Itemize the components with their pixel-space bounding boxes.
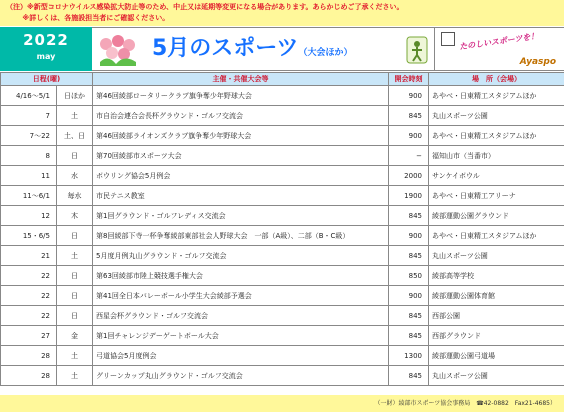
table-row	[1, 306, 564, 326]
table-row	[1, 146, 564, 166]
col-header-place: 場 所（会場）	[429, 73, 564, 86]
cell-event: 市自治会連合会長杯グラウンド・ゴルフ交流会	[93, 106, 389, 126]
cell-time: 845	[389, 366, 429, 386]
cell-time: 1900	[389, 186, 429, 206]
cell-time: 1300	[389, 346, 429, 366]
cell-event: 弓道協会5月度例会	[93, 346, 389, 366]
cell-time: 900	[389, 226, 429, 246]
table-row	[1, 106, 564, 126]
table-row	[1, 206, 564, 226]
cell-day: 日ほか	[57, 86, 93, 106]
table-row	[1, 226, 564, 246]
table-row	[1, 166, 564, 186]
cell-day: 毎水	[57, 186, 93, 206]
page-title	[152, 34, 352, 68]
footer-contact: （一財）綾部市スポーツ協会事務局 ☎42-0882 Fax21-4685）	[374, 400, 556, 407]
cell-time: 900	[389, 286, 429, 306]
footer	[0, 395, 564, 412]
cell-time: 845	[389, 206, 429, 226]
cell-day: 日	[57, 226, 93, 246]
cell-event: 第46回綾部ライオンズクラブ旗争奪少年野球大会	[93, 126, 389, 146]
cell-place: 丸山スポーツ公園	[429, 246, 564, 266]
cell-place: 綾部高等学校	[429, 266, 564, 286]
header	[0, 27, 564, 71]
brand-logo-icon	[441, 32, 455, 46]
cell-day: 土	[57, 366, 93, 386]
col-header-time: 開会時刻	[389, 73, 429, 86]
brand-box	[434, 27, 564, 71]
cell-event: 第1回グラウンド・ゴルフレディス交流会	[93, 206, 389, 226]
cell-event: グリーンカップ丸山グラウンド・ゴルフ交流会	[93, 366, 389, 386]
athlete-figure-icon	[406, 36, 428, 64]
cell-place: 綾部運動公園体育館	[429, 286, 564, 306]
cell-time: 845	[389, 326, 429, 346]
brand-name: Ayaspo	[519, 57, 556, 67]
cell-date: 27	[1, 326, 57, 346]
cell-time: 845	[389, 106, 429, 126]
cell-day: 水	[57, 166, 93, 186]
flowers-illustration-icon	[96, 32, 140, 68]
cell-event: 第63回綾部市陸上競技選手権大会	[93, 266, 389, 286]
year-text: 2022	[23, 31, 69, 49]
cell-date: 4/16〜5/1	[1, 86, 57, 106]
cell-place: 綾部運動公園弓道場	[429, 346, 564, 366]
table-row	[1, 86, 564, 106]
cell-date: 22	[1, 306, 57, 326]
cell-event: ボウリング協会5月例会	[93, 166, 389, 186]
cell-event: 西星会杯グラウンド・ゴルフ交流会	[93, 306, 389, 326]
table-row	[1, 186, 564, 206]
cell-day: 日	[57, 146, 93, 166]
cell-day: 日	[57, 306, 93, 326]
year-badge	[0, 27, 92, 71]
cell-place: あやべ・日東精工スタジアムほか	[429, 86, 564, 106]
cell-event: 5月度月例丸山グラウンド・ゴルフ交流会	[93, 246, 389, 266]
cell-date: 12	[1, 206, 57, 226]
notice-banner	[0, 0, 564, 26]
cell-place: あやべ・日東精工スタジアムほか	[429, 226, 564, 246]
cell-place: 丸山スポーツ公園	[429, 106, 564, 126]
cell-day: 金	[57, 326, 93, 346]
cell-date: 8	[1, 146, 57, 166]
cell-day: 木	[57, 206, 93, 226]
brand-slogan: たのしいスポーツを！	[458, 31, 539, 52]
cell-day: 土	[57, 246, 93, 266]
notice-line-2: ※詳しくは、各施設担当者にご確認ください。	[6, 14, 170, 22]
cell-date: 22	[1, 266, 57, 286]
cell-place: あやべ・日東精工スタジアムほか	[429, 126, 564, 146]
cell-place: サンケイボウル	[429, 166, 564, 186]
cell-time: 900	[389, 126, 429, 146]
cell-time: −	[389, 146, 429, 166]
table-header-row	[1, 73, 564, 86]
title-main: 5月のスポーツ	[152, 36, 299, 61]
table-row	[1, 126, 564, 146]
cell-date: 11	[1, 166, 57, 186]
cell-day: 土、日	[57, 126, 93, 146]
cell-event: 第1回チャレンジデーゲートボール大会	[93, 326, 389, 346]
cell-event: 第70回綾部市スポーツ大会	[93, 146, 389, 166]
col-header-event: 主催・共催大会等	[93, 73, 389, 86]
cell-date: 21	[1, 246, 57, 266]
cell-date: 7〜22	[1, 126, 57, 146]
cell-date: 28	[1, 366, 57, 386]
cell-date: 15・6/5	[1, 226, 57, 246]
title-sub: （大会ほか）	[298, 48, 353, 58]
cell-event: 市民テニス教室	[93, 186, 389, 206]
cell-time: 900	[389, 86, 429, 106]
cell-place: 西部公園	[429, 306, 564, 326]
cell-place: あやべ・日東精工アリーナ	[429, 186, 564, 206]
month-text: may	[36, 52, 56, 61]
cell-place: 綾部運動公園グラウンド	[429, 206, 564, 226]
table-row	[1, 266, 564, 286]
table-row	[1, 326, 564, 346]
notice-line-1: （注）※新型コロナウイルス感染拡大防止等のため、中止又は延期等変更になる場合があります。あらかじめご了承ください。	[6, 3, 404, 11]
cell-event: 第46回綾部ロータリークラブ旗争奪少年野球大会	[93, 86, 389, 106]
table-row	[1, 246, 564, 266]
cell-time: 845	[389, 306, 429, 326]
table-row	[1, 346, 564, 366]
cell-day: 土	[57, 106, 93, 126]
cell-event: 第41回全日本バレーボール小学生大会綾部予選会	[93, 286, 389, 306]
cell-time: 845	[389, 246, 429, 266]
cell-day: 日	[57, 286, 93, 306]
cell-date: 22	[1, 286, 57, 306]
cell-time: 2000	[389, 166, 429, 186]
col-header-date: 日程(曜)	[1, 73, 93, 86]
cell-place: 福知山市（当番市）	[429, 146, 564, 166]
table-row	[1, 286, 564, 306]
cell-date: 28	[1, 346, 57, 366]
cell-place: 丸山スポーツ公園	[429, 366, 564, 386]
cell-event: 第8回綾部下寺一杯争奪綾部東部社会人野球大会 一部（A級）、二部（B・C級）	[93, 226, 389, 246]
cell-date: 7	[1, 106, 57, 126]
cell-date: 11〜6/1	[1, 186, 57, 206]
cell-time: 850	[389, 266, 429, 286]
cell-day: 土	[57, 346, 93, 366]
table-row	[1, 366, 564, 386]
schedule-table	[0, 72, 564, 386]
cell-place: 西部グラウンド	[429, 326, 564, 346]
cell-day: 日	[57, 266, 93, 286]
title-banner	[92, 27, 434, 71]
